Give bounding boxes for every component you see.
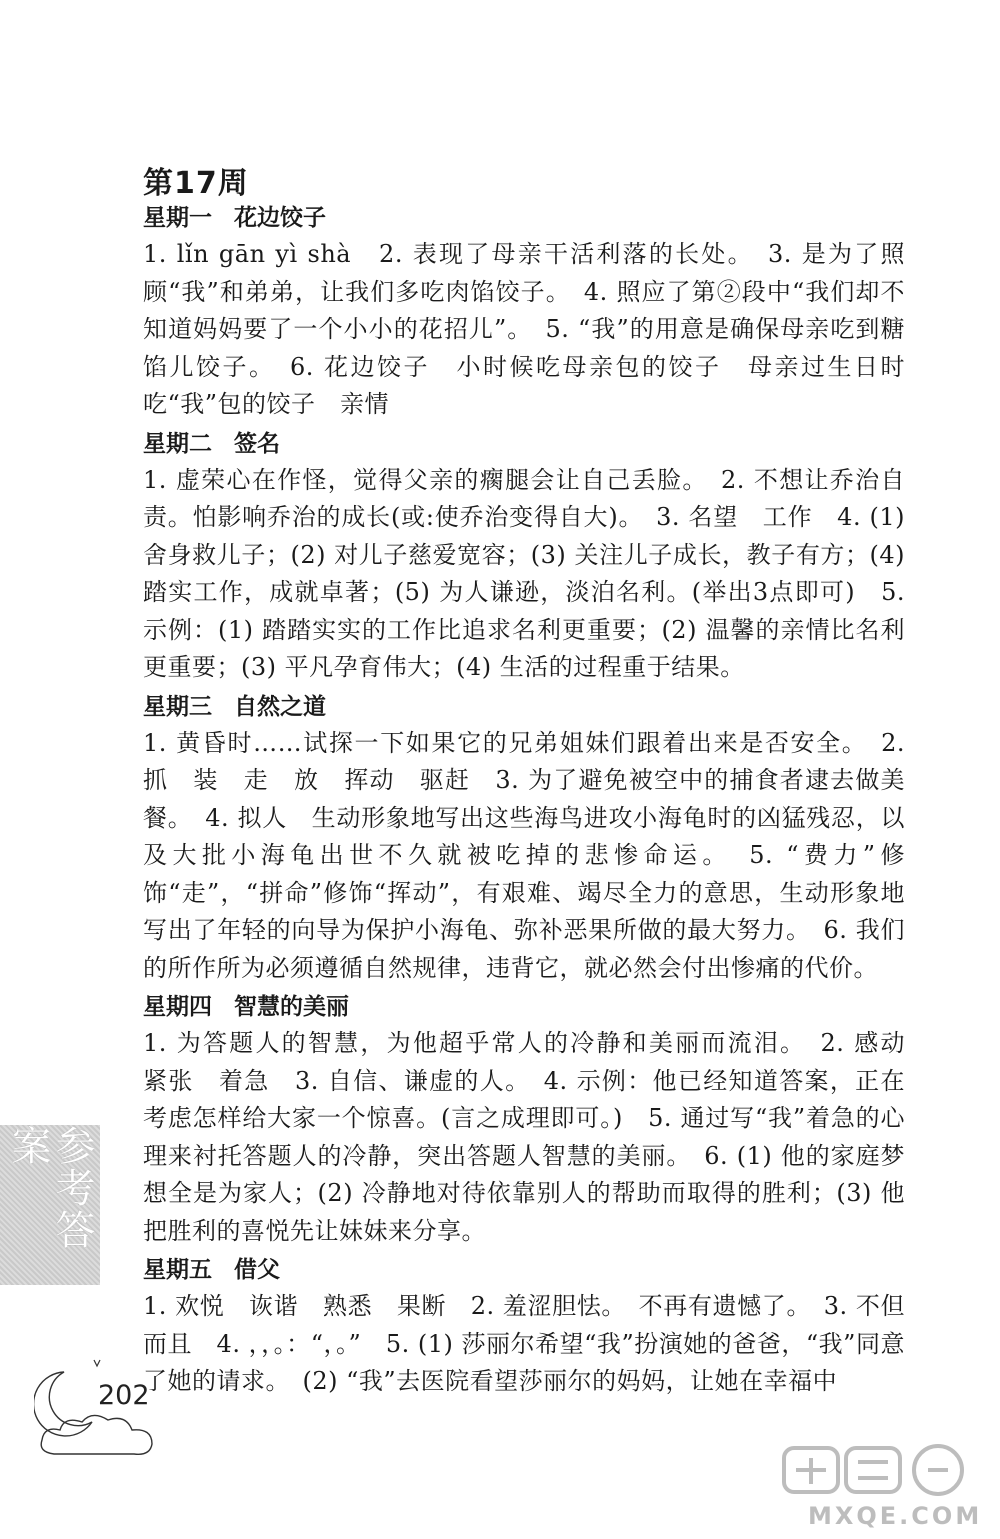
section-title: 自然之道 [234, 693, 326, 720]
week-title: 第17周 [143, 166, 249, 201]
section-title: 花边饺子 [234, 205, 326, 231]
section-title: 借父 [234, 1257, 280, 1283]
day-label: 星期三 [143, 693, 212, 720]
section-heading [143, 426, 905, 462]
side-tab [0, 1125, 100, 1285]
day-label: 星期五 [143, 1257, 212, 1283]
section-monday [143, 200, 905, 424]
section-heading [143, 200, 905, 236]
answer-text: 1. 虚荣心在作怪，觉得父亲的瘸腿会让自己丢脸。 2. 不想让乔治自责。怕影响乔治的成长(或:使乔治变得自大)。 3. 名望 工作 4. (1) 舍身救儿子；(2) 对儿子慈爱宽容；(3) 关注儿子成长，教子有方；(4) 踏实工作，成就卓著；(5) 为人谦逊，淡泊名利。(举出3点即可) 5. 示例：(1) 踏踏实实的工作比追求名利更重要；(2) 温馨的亲情比名利更重要；(3) 平凡孕育伟大；(4) 生活的过程重于结果。 [143, 465, 905, 681]
watermark-logo [778, 1440, 988, 1532]
day-label: 星期一 [143, 205, 212, 231]
answer-text: 1. 为答题人的智慧，为他超乎常人的冷静和美丽而流泪。 2. 感动 紧张 着急 3. 自信、谦虚的人。 4. 示例：他已经知道答案，正在考虑怎样给大家一个惊喜。(言之成理即可。) 5. 通过写“我”着急的心理来衬托答题人的冷静，突出答题人智慧的美丽。 6. (1) 他的家庭梦想全是为家人；(2) 冷静地对待依靠别人的帮助而取得的胜利；(3) 他把胜利的喜悦先让妹妹来分享。 [143, 1029, 930, 1245]
side-tab-label: 参考答案 [5, 1125, 95, 1251]
day-label: 星期四 [143, 994, 212, 1020]
section-tuesday [143, 426, 905, 687]
section-wednesday [143, 689, 905, 988]
section-heading [143, 689, 905, 725]
answer-text: 1. 欢悦 诙谐 熟悉 果断 2. 羞涩胆怯。 不再有遗憾了。 3. 不但 而且 4. ，，。：“，。” 5. (1) 莎丽尔希望“我”扮演她的爸爸，“我”同意了她的请求。 (2) “我”去医院看望莎丽尔的妈妈，让她在幸福中 [143, 1292, 930, 1395]
answer-text: 1. 黄昏时……试探一下如果它的兄弟姐妹们跟着出来是否安全。 2. 抓 装 走 放 挥动 驱赶 3. 为了避免被空中的捕食者逮去做美餐。 4. 拟人 生动形象地写出这些海鸟进攻小海龟时的凶猛残忍，以及大批小海龟出世不久就被吃掉的悲惨命运。 5. “费力”修饰“走”，“拼命”修饰“挥动”，有艰难、竭尽全力的意思，生动形象地写出了年轻的向导为保护小海龟、弥补恶果所做的最大努力。 6. 我们的所作所为必须遵循自然规律，违背它，就必然会付出惨痛的代价。 [143, 728, 905, 982]
answer-content [143, 198, 930, 1401]
section-heading [143, 989, 905, 1025]
section-title: 智慧的美丽 [234, 994, 349, 1020]
section-title: 签名 [234, 430, 280, 457]
section-friday [143, 1252, 930, 1401]
day-label: 星期二 [143, 430, 212, 457]
section-heading [143, 1252, 905, 1288]
answer-text: 1. lǐn gān yì shà 2. 表现了母亲干活利落的长处。 3. 是为了照顾“我”和弟弟，让我们多吃肉馅饺子。 4. 照应了第②段中“我们却不知道妈妈要了一个小小的花招儿”。 5. “我”的用意是确保母亲吃到糖馅儿饺子。 6. 花边饺子 小时候吃母亲包的饺子 母亲过生日时吃“我”包的饺子 亲情 [143, 240, 905, 418]
watermark-url: MXQE.COM [808, 1502, 983, 1530]
page-number: 202 [98, 1380, 150, 1411]
section-thursday [143, 989, 930, 1250]
